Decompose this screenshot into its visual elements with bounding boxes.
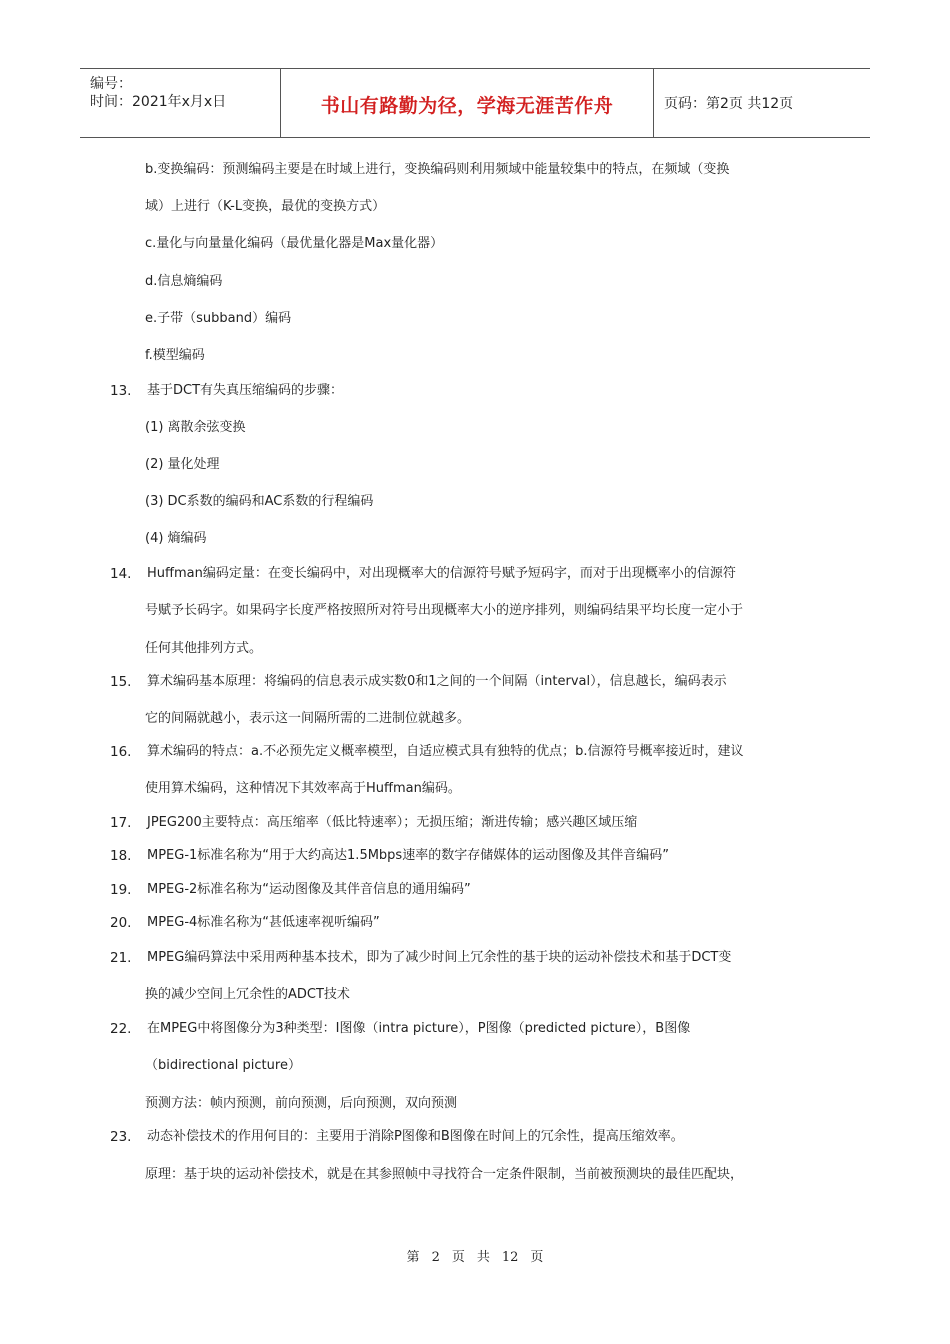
item-number: 22. <box>110 1021 132 1037</box>
motto: 书山有路勤为径，学海无涯苦作舟 <box>320 95 614 117</box>
text-line: Huffman编码定量：在变长编码中，对出现概率大的信源符号赋予短码字，而对于出现概率小的信源符 <box>147 566 736 581</box>
footer-prefix: 第 <box>406 1250 420 1265</box>
text-line: (2) 量化处理 <box>145 457 220 472</box>
item-number: 14. <box>110 566 132 582</box>
text-line: 在MPEG中将图像分为3种类型：I图像（intra picture），P图像（predicted picture），B图像 <box>147 1021 691 1036</box>
text-line: （bidirectional picture） <box>145 1058 301 1073</box>
page-header <box>80 68 870 138</box>
text-line: JPEG200主要特点：高压缩率（低比特速率）；无损压缩；渐进传输；感兴趣区域压缩 <box>147 815 638 830</box>
text-line: b.变换编码：预测编码主要是在时域上进行，变换编码则利用频域中能量较集中的特点，在频域（变换 <box>145 162 730 177</box>
item-number: 21. <box>110 950 132 966</box>
item-number: 18. <box>110 848 132 864</box>
number-label: 编号： <box>90 76 132 92</box>
text-line: MPEG-2标准名称为“运动图像及其伴音信息的通用编码” <box>147 882 471 897</box>
header-meta-cell <box>80 69 281 137</box>
text-line: 换的减少空间上冗余性的ADCT技术 <box>145 987 350 1002</box>
text-line: 任何其他排列方式。 <box>145 641 263 656</box>
text-line: 原理：基于块的运动补偿技术，就是在其参照帧中寻找符合一定条件限制，当前被预测块的最佳匹配块， <box>145 1167 744 1182</box>
text-line: 预测方法：帧内预测，前向预测，后向预测，双向预测 <box>145 1096 458 1111</box>
text-line: e.子带（subband）编码 <box>145 311 292 326</box>
footer-page-number: 2 <box>431 1250 440 1265</box>
text-line: 算术编码的特点：a.不必预先定义概率模型，自适应模式具有独特的优点；b.信源符号概率接近时，建议 <box>147 744 744 759</box>
text-line: c.量化与向量量化编码（最优量化器是Max量化器） <box>145 236 444 251</box>
footer-total-prefix: 共 <box>476 1250 490 1265</box>
footer-total-word: 页 <box>530 1250 544 1265</box>
text-line: 基于DCT有失真压缩编码的步骤： <box>147 383 344 398</box>
text-line: 使用算术编码，这种情况下其效率高于Huffman编码。 <box>145 781 461 796</box>
text-line: (1) 离散余弦变换 <box>145 420 246 435</box>
text-line: d.信息熵编码 <box>145 274 223 289</box>
page-footer <box>0 1246 950 1265</box>
page-info: 页码：第2页 共12页 <box>664 96 794 112</box>
text-line: MPEG-1标准名称为“用于大约高达1.5Mbps速率的数字存储媒体的运动图像及其伴音编码” <box>147 848 669 863</box>
item-number: 16. <box>110 744 132 760</box>
text-line: 域）上进行（K-L变换，最优的变换方式） <box>145 199 386 214</box>
text-line: f.模型编码 <box>145 348 205 363</box>
text-line: 动态补偿技术的作用何目的：主要用于消除P图像和B图像在时间上的冗余性，提高压缩效率。 <box>147 1129 684 1144</box>
text-line: MPEG-4标准名称为“甚低速率视听编码” <box>147 915 380 930</box>
footer-total-pages: 12 <box>501 1250 519 1265</box>
header-page-cell <box>654 69 870 137</box>
text-line: 算术编码基本原理：将编码的信息表示成实数0和1之间的一个间隔（interval），信息越长，编码表示 <box>147 674 727 689</box>
item-number: 15. <box>110 674 132 690</box>
header-motto-cell <box>281 69 654 137</box>
text-line: (3) DC系数的编码和AC系数的行程编码 <box>145 494 374 509</box>
text-line: MPEG编码算法中采用两种基本技术，即为了减少时间上冗余性的基于块的运动补偿技术和基于DCT变 <box>147 950 732 965</box>
item-number: 13. <box>110 383 132 399</box>
item-number: 19. <box>110 882 132 898</box>
item-number: 17. <box>110 815 132 831</box>
item-number: 20. <box>110 915 132 931</box>
time-label: 时间：2021年x月x日 <box>90 94 227 110</box>
text-line: 号赋予长码字。如果码字长度严格按照所对符号出现概率大小的逆序排列，则编码结果平均长度一定小于 <box>145 603 744 618</box>
item-number: 23. <box>110 1129 132 1145</box>
footer-page-word: 页 <box>451 1250 465 1265</box>
text-line: 它的间隔就越小，表示这一间隔所需的二进制位就越多。 <box>145 711 471 726</box>
text-line: (4) 熵编码 <box>145 531 207 546</box>
